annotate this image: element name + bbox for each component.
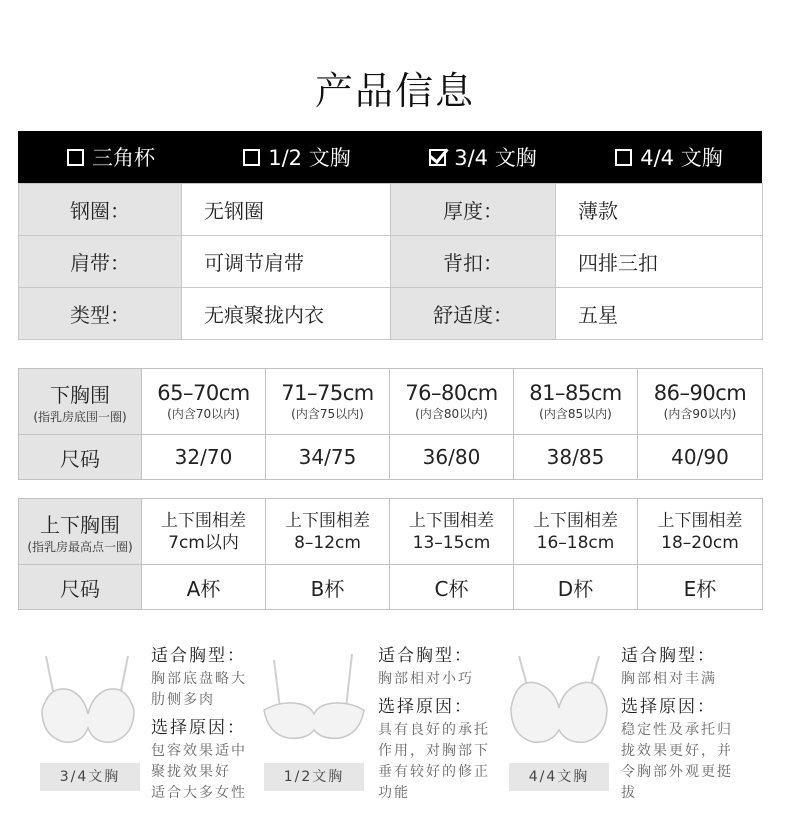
info-value: 无钢圈 xyxy=(182,184,391,236)
reason-line: 作用，对胸部下 xyxy=(378,743,490,759)
product-description xyxy=(621,643,746,804)
cup-option-label: 1/2 文胸 xyxy=(268,146,351,170)
cup-value: C杯 xyxy=(390,565,514,610)
size-value: 32/70 xyxy=(142,435,266,480)
table-row xyxy=(19,236,763,288)
range-note: (内含75以内) xyxy=(291,407,364,421)
checkbox-icon xyxy=(243,149,260,166)
underbust-header xyxy=(19,369,142,435)
table-row xyxy=(19,565,763,610)
table-cell xyxy=(390,369,514,435)
info-label: 背扣： xyxy=(391,236,556,288)
diff-range: 16–18cm xyxy=(536,532,615,553)
table-cell xyxy=(514,499,638,565)
header-note: (指乳房底围一圈) xyxy=(33,409,127,424)
cup-value: B杯 xyxy=(266,565,390,610)
diff-label: 上下围相差 xyxy=(409,510,494,531)
table-cell xyxy=(514,369,638,435)
info-label: 类型： xyxy=(19,288,182,340)
size-value: 36/80 xyxy=(390,435,514,480)
reason-heading: 选择原因： xyxy=(621,697,716,717)
header-label: 上下胸围 xyxy=(40,512,120,537)
reason-line: 适合大多女性 xyxy=(151,785,247,801)
suit-heading: 适合胸型： xyxy=(378,646,473,666)
reason-line: 垂有较好的修正 xyxy=(378,764,490,780)
full-cup-bra-icon xyxy=(505,650,613,750)
header-note: (指乳房最高点一圈) xyxy=(27,539,133,554)
diff-range: 13–15cm xyxy=(412,532,491,553)
reason-line: 具有良好的承托 xyxy=(378,722,490,738)
size-value: 34/75 xyxy=(266,435,390,480)
table-cell xyxy=(266,499,390,565)
info-label: 钢圈： xyxy=(19,184,182,236)
cupdiff-header xyxy=(19,499,142,565)
table-row xyxy=(19,288,763,340)
info-value: 可调节肩带 xyxy=(182,236,391,288)
range-note: (内含85以内) xyxy=(539,407,612,421)
range-text: 65–70cm xyxy=(157,381,250,405)
range-text: 86–90cm xyxy=(653,381,747,405)
cup-option-half[interactable] xyxy=(204,131,390,183)
table-cell xyxy=(638,369,763,435)
suit-line: 胸部底盘略大 xyxy=(151,671,247,687)
range-text: 71–75cm xyxy=(281,381,374,405)
table-cell xyxy=(638,499,763,565)
cup-value: A杯 xyxy=(142,565,266,610)
reason-line: 拔 xyxy=(621,785,637,801)
diff-range: 7cm以内 xyxy=(168,532,239,553)
info-value: 五星 xyxy=(556,288,763,340)
suit-heading: 适合胸型： xyxy=(621,646,716,666)
half-cup-bra-icon xyxy=(260,650,368,750)
range-note: (内含90以内) xyxy=(663,407,737,421)
info-label: 肩带： xyxy=(19,236,182,288)
range-text: 81–85cm xyxy=(529,381,622,405)
product-caption: 1/2文胸 xyxy=(264,763,364,791)
table-cell xyxy=(142,369,266,435)
reason-line: 包容效果适中 xyxy=(151,743,247,759)
product-caption: 3/4文胸 xyxy=(40,763,140,791)
suit-line: 胸部相对小巧 xyxy=(378,671,474,687)
cup-type-bar xyxy=(18,131,762,183)
table-row xyxy=(19,499,763,565)
checkbox-icon xyxy=(67,149,84,166)
diff-range: 18–20cm xyxy=(661,532,739,553)
suit-line: 肋侧多肉 xyxy=(151,692,215,708)
size-value: 40/90 xyxy=(638,435,763,480)
size-value: 38/85 xyxy=(514,435,638,480)
diff-range: 8–12cm xyxy=(294,532,361,553)
diff-label: 上下围相差 xyxy=(533,510,618,531)
cup-size-table xyxy=(18,498,763,610)
underbust-size-table xyxy=(18,368,763,480)
cup-option-three-quarter[interactable] xyxy=(390,131,576,183)
diff-label: 上下围相差 xyxy=(657,510,743,531)
product-description xyxy=(151,643,261,804)
table-row xyxy=(19,184,763,236)
table-cell xyxy=(142,499,266,565)
reason-line: 稳定性及承托归 xyxy=(621,722,733,738)
info-value: 薄款 xyxy=(556,184,763,236)
cup-option-label: 4/4 文胸 xyxy=(640,146,723,170)
reason-line: 拢效果更好，并 xyxy=(621,743,733,759)
range-text: 76–80cm xyxy=(405,381,498,405)
size-row-label: 尺码 xyxy=(19,565,142,610)
cup-option-full[interactable] xyxy=(576,131,762,183)
table-row xyxy=(19,369,763,435)
product-caption: 4/4文胸 xyxy=(509,763,609,791)
cup-value: E杯 xyxy=(638,565,763,610)
cup-option-label: 3/4 文胸 xyxy=(454,146,537,170)
product-description xyxy=(378,643,500,804)
suit-heading: 适合胸型： xyxy=(151,646,246,666)
table-cell xyxy=(266,369,390,435)
table-cell xyxy=(390,499,514,565)
info-label: 舒适度： xyxy=(391,288,556,340)
info-label: 厚度： xyxy=(391,184,556,236)
reason-line: 聚拢效果好 xyxy=(151,764,231,780)
range-note: (内含80以内) xyxy=(415,407,488,421)
suit-line: 胸部相对丰满 xyxy=(621,671,717,687)
checked-checkbox-icon xyxy=(429,149,446,166)
info-value: 四排三扣 xyxy=(556,236,763,288)
cup-value: D杯 xyxy=(514,565,638,610)
diff-label: 上下围相差 xyxy=(161,510,246,531)
header-label: 下胸围 xyxy=(50,382,110,407)
checkbox-icon xyxy=(615,149,632,166)
three-quarter-bra-icon xyxy=(36,650,140,750)
reason-line: 功能 xyxy=(378,785,410,801)
reason-line: 令胸部外观更挺 xyxy=(621,764,733,780)
table-row xyxy=(19,435,763,480)
size-row-label: 尺码 xyxy=(19,435,142,480)
reason-heading: 选择原因： xyxy=(151,718,246,738)
cup-option-triangle[interactable] xyxy=(18,131,204,183)
range-note: (内含70以内) xyxy=(167,407,240,421)
product-info-table xyxy=(18,183,763,340)
cup-option-label: 三角杯 xyxy=(92,146,155,170)
reason-heading: 选择原因： xyxy=(378,697,473,717)
info-value: 无痕聚拢内衣 xyxy=(182,288,391,340)
page-title: 产品信息 xyxy=(314,69,475,113)
diff-label: 上下围相差 xyxy=(285,510,370,531)
